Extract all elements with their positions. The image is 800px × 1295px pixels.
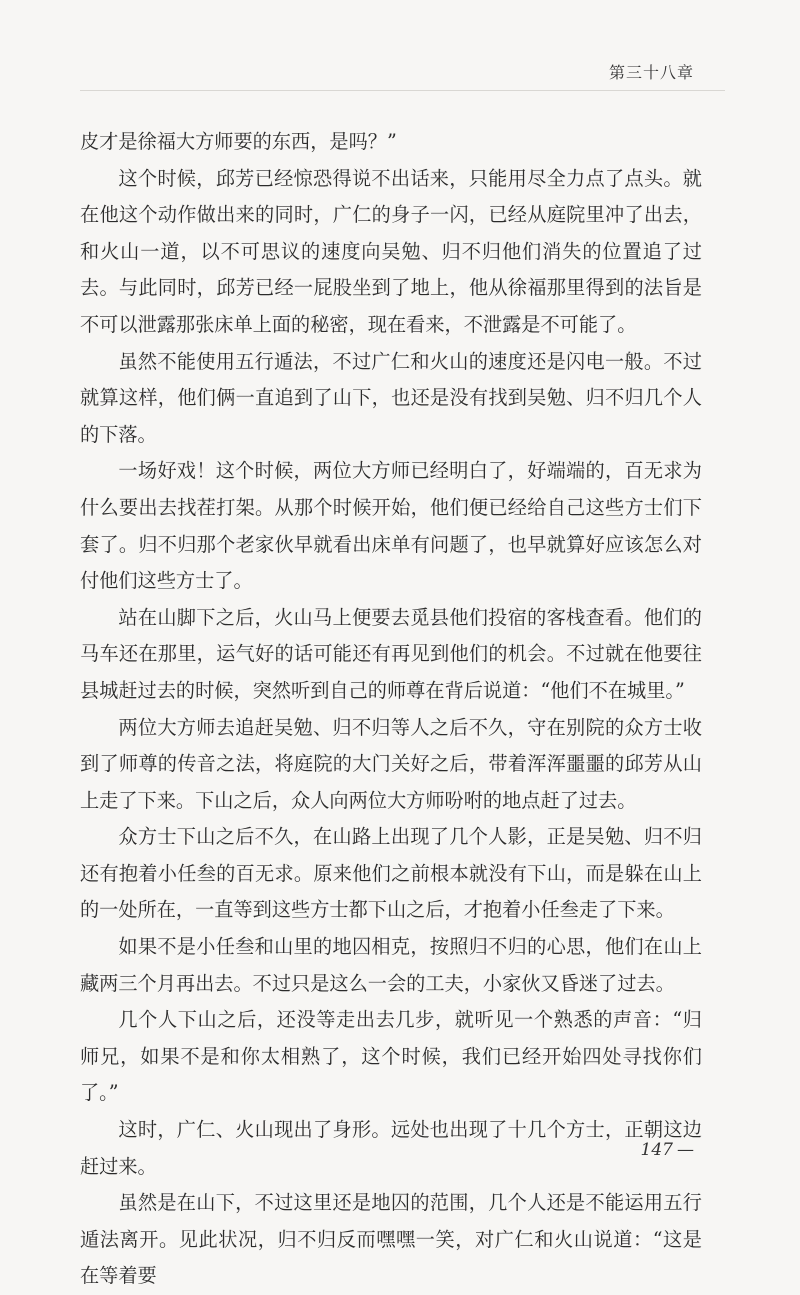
paragraph: 虽然不能使用五行遁法，不过广仁和火山的速度还是闪电一般。不过就算这样，他们俩一直追到了山下，也还是没有找到吴勉、归不归几个人的下落。	[80, 349, 702, 446]
paragraph: 两位大方师去追赶吴勉、归不归等人之后不久，守在别院的众方士收到了师尊的传音之法，将庭院的大门关好之后，带着浑浑噩噩的邱芳从山上走了下来。下山之后，众人向两位大方师吩咐的地点赶了过去。	[80, 715, 702, 812]
paragraph: 几个人下山之后，还没等走出去几步，就听见一个熟悉的声音：“归师兄，如果不是和你太相熟了，这个时候，我们已经开始四处寻找你们了。”	[80, 1008, 702, 1105]
paragraph: 皮才是徐福大方师要的东西，是吗？”	[80, 130, 397, 153]
paragraph: 虽然是在山下，不过这里还是地囚的范围，几个人还是不能运用五行遁法离开。见此状况，归不归反而嘿嘿一笑，对广仁和火山说道：“这是在等着要	[80, 1191, 702, 1288]
paragraph: 这时，广仁、火山现出了身形。远处也出现了十几个方士，正朝这边赶过来。	[80, 1118, 702, 1178]
paragraph: 如果不是小任叁和山里的地囚相克，按照归不归的心思，他们在山上藏两三个月再出去。不过只是这么一会的工夫，小家伙又昏迷了过去。	[80, 935, 702, 995]
paragraph: 这个时候，邱芳已经惊恐得说不出话来，只能用尽全力点了点头。就在他这个动作做出来的同时，广仁的身子一闪，已经从庭院里冲了出去，和火山一道，以不可思议的速度向吴勉、归不归他们消失的位置追了过去。与此同时，邱芳已经一屁股坐到了地上，他从徐福那里得到的法旨是不可以泄露那张床单上面的秘密，现在看来，不泄露是不可能了。	[80, 166, 702, 336]
page-number-dash: —	[677, 1140, 694, 1160]
chapter-header: 第三十八章	[608, 63, 694, 82]
paragraph: 站在山脚下之后，火山马上便要去觅县他们投宿的客栈查看。他们的马车还在那里，运气好的话可能还有再见到他们的机会。不过就在他要往县城赶过去的时候，突然听到自己的师尊在背后说道：“他们不在城里。”	[80, 605, 702, 702]
paragraph: 一场好戏！这个时候，两位大方师已经明白了，好端端的，百无求为什么要出去找茬打架。从那个时候开始，他们便已经给自己这些方士们下套了。归不归那个老家伙早就看出床单有问题了，也早就算好应该怎么对付他们这些方士了。	[80, 459, 702, 593]
body-text	[80, 124, 702, 1295]
page-number	[641, 1140, 694, 1160]
header-rule	[80, 90, 725, 91]
paragraph: 众方士下山之后不久，在山路上出现了几个人影，正是吴勉、归不归还有抱着小任叁的百无求。原来他们之前根本就没有下山，而是躲在山上的一处所在，一直等到这些方士都下山之后，才抱着小任叁走了下来。	[80, 825, 702, 922]
page-number-value: 147	[640, 1140, 673, 1160]
